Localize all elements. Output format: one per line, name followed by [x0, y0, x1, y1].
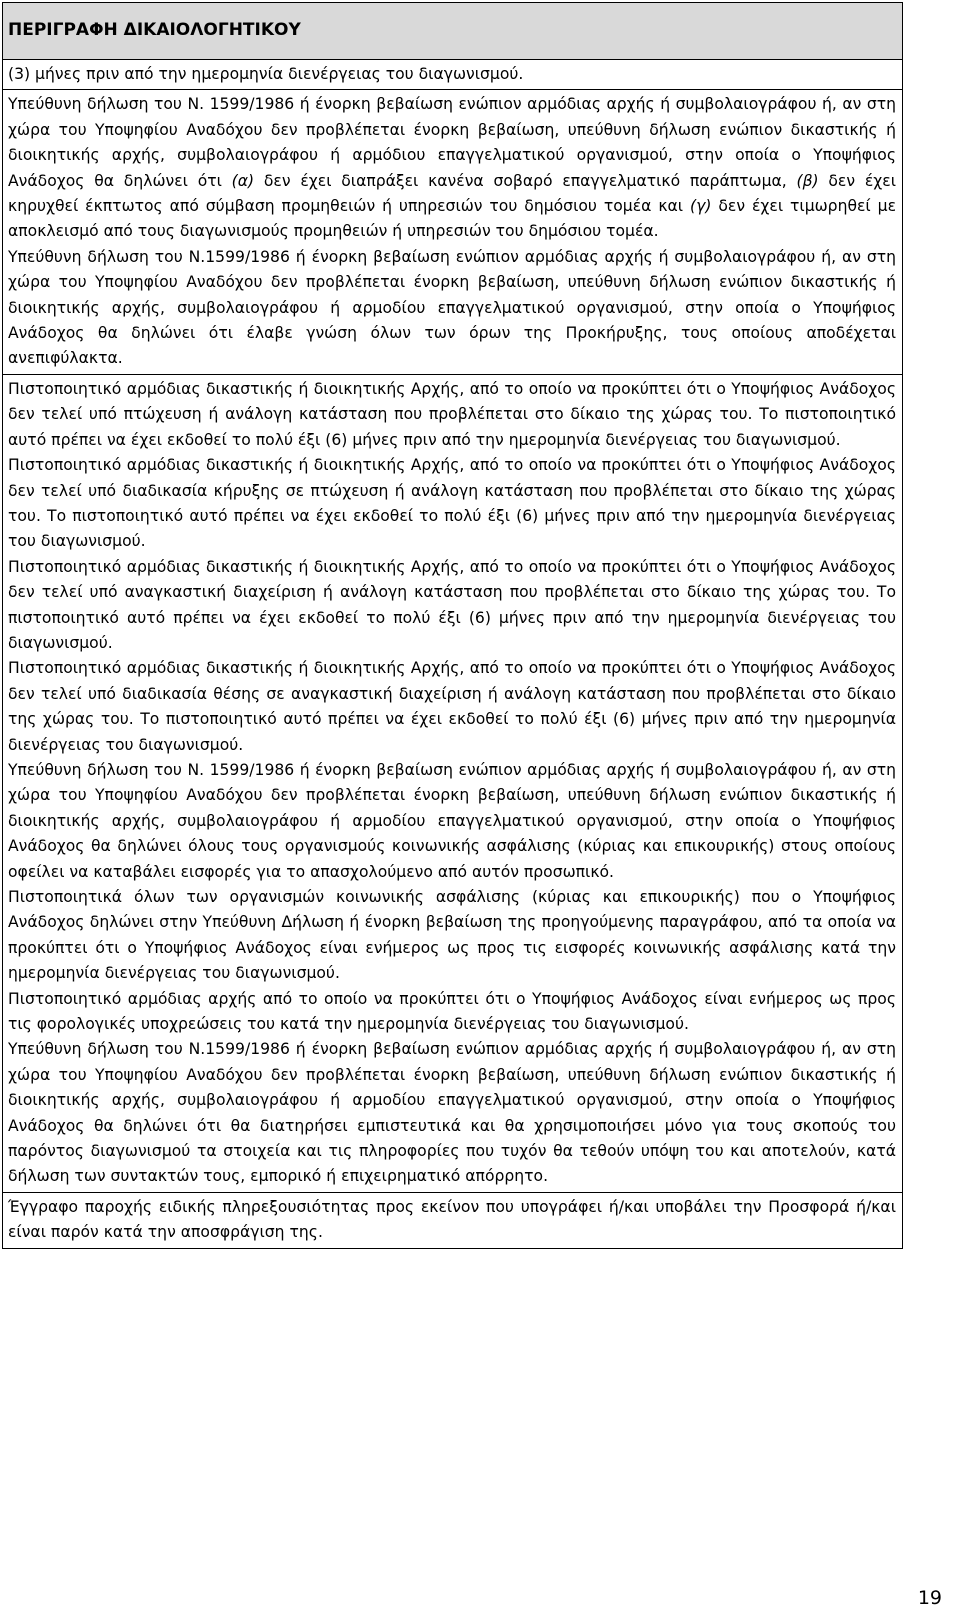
table-row — [3, 90, 903, 374]
item-c-label: (γ) — [690, 197, 712, 216]
table-cell-declarations — [3, 90, 903, 374]
certificate-receivership-proceedings: Πιστοποιητικό αρμόδιας δικαστικής ή διοικητικής Αρχής, από το οποίο να προκύπτει ότι ο Υποψήφιος Ανάδοχος δεν τελεί υπό διαδικασία θέσης σε αναγκαστική διαχείριση ή ανάλογη κατάσταση που προβλέπεται στο δίκαιο της χώρας του. Το πιστοποιητικό αυτό πρέπει να έχει εκδοθεί το πολύ έξι (6) μήνες πριν από την ημερομηνία διενέργειας του διαγωνισμού. — [8, 659, 896, 754]
table-header: ΠΕΡΙΓΡΑΦΗ ΔΙΚΑΙΟΛΟΓΗΤΙΚΟΥ — [3, 3, 903, 60]
table-row — [3, 374, 903, 1192]
certificate-bankruptcy: Πιστοποιητικό αρμόδιας δικαστικής ή διοικητικής Αρχής, από το οποίο να προκύπτει ότι ο Υποψήφιος Ανάδοχος δεν τελεί υπό πτώχευση ή ανάλογη κατάσταση που προβλέπεται στο δίκαιο της χώρας του. Το πιστοποιητικό αυτό πρέπει να έχει εκδοθεί το πολύ έξι (6) μήνες πριν από την ημερομηνία διενέργειας του διαγωνισμού. — [8, 379, 896, 449]
document-table — [2, 2, 903, 1249]
table-header-row — [3, 3, 903, 60]
page-number: 19 — [917, 1587, 942, 1609]
certificate-tax: Πιστοποιητικό αρμόδιας αρχής από το οποίο να προκύπτει ότι ο Υποψήφιος Ανάδοχος είναι ενήμερος ως προς τις φορολογικές υποχρεώσεις του κατά την ημερομηνία διενέργειας του διαγωνισμού. — [8, 989, 896, 1034]
declaration-confidentiality: Υπεύθυνη δήλωση του Ν.1599/1986 ή ένορκη βεβαίωση ενώπιον αρμόδιας αρχής ή συμβολαιογράφου ή, αν στη χώρα του Υποψηφίου Αναδόχου δεν προβλέπεται ένορκη βεβαίωση, υπεύθυνη δήλωση ενώπιον δικαστικής ή διοικητικής αρχής, συμβολαιογράφου ή αρμοδίου επαγγελματικού οργανισμού, στην οποία ο Υποψήφιος Ανάδοχος θα δηλώνει ότι θα διατηρήσει εμπιστευτικά και θα χρησιμοποιήσει μόνο για τους σκοπούς του παρόντος διαγωνισμού τα στοιχεία και τις πληροφορίες που τυχόν θα τεθούν υπόψη του και αποτελούν, κατά δήλωση των συντακτών τους, εμπορικό ή επιχειρηματικό απόρρητο. — [8, 1040, 896, 1186]
declaration-social-security-orgs: Υπεύθυνη δήλωση του Ν. 1599/1986 ή ένορκη βεβαίωση ενώπιον αρμόδιας αρχής ή συμβολαιογράφου ή, αν στη χώρα του Υποψηφίου Αναδόχου δεν προβλέπεται ένορκη βεβαίωση, υπεύθυνη δήλωση ενώπιον δικαστικής ή διοικητικής αρχής, συμβολαιογράφου ή αρμοδίου επαγγελματικού οργανισμού, στην οποία ο Υποψήφιος Ανάδοχος θα δηλώνει όλους τους οργανισμούς κοινωνικής ασφάλισης (κύριας και επικουρικής) στους οποίους οφείλει να καταβάλει εισφορές για το απασχολούμενο από αυτόν προσωπικό. — [8, 760, 896, 881]
declaration-terms-acceptance: Υπεύθυνη δήλωση του Ν.1599/1986 ή ένορκη βεβαίωση ενώπιον αρμόδιας αρχής ή συμβολαιογράφου ή, αν στη χώρα του Υποψηφίου Αναδόχου δεν προβλέπεται ένορκη βεβαίωση, υπεύθυνη δήλωση ενώπιον δικαστικής ή διοικητικής αρχής, συμβολαιογράφου ή αρμοδίου επαγγελματικού οργανισμού, στην οποία ο Υποψήφιος Ανάδοχος θα δηλώνει ότι έλαβε γνώση όλων των όρων της Προκήρυξης, τους οποίους αποδέχεται ανεπιφύλακτα. — [8, 247, 896, 368]
table-cell-power-of-attorney: Έγγραφο παροχής ειδικής πληρεξουσιότητας προς εκείνον που υπογράφει ή/και υποβάλει την Προσφορά ή/και είναι παρόν κατά την αποσφράγιση της. — [3, 1192, 903, 1248]
item-b-label: (β) — [796, 171, 819, 190]
certificate-receivership: Πιστοποιητικό αρμόδιας δικαστικής ή διοικητικής Αρχής, από το οποίο να προκύπτει ότι ο Υποψήφιος Ανάδοχος δεν τελεί υπό αναγκαστική διαχείριση ή ανάλογη κατάσταση που προβλέπεται στο δίκαιο της χώρας του. Το πιστοποιητικό αυτό πρέπει να έχει εκδοθεί το πολύ έξι (6) μήνες πριν από την ημερομηνία διενέργειας του διαγωνισμού. — [8, 557, 896, 652]
table-cell-months-note: (3) μήνες πριν από την ημερομηνία διενέργειας του διαγωνισμού. — [3, 60, 903, 90]
item-a-label: (α) — [231, 171, 255, 190]
table-cell-certificates — [3, 374, 903, 1192]
certificate-social-security: Πιστοποιητικά όλων των οργανισμών κοινωνικής ασφάλισης (κύριας και επικουρικής) που ο Υποψήφιος Ανάδοχος δηλώνει στην Υπεύθυνη Δήλωση ή ένορκη βεβαίωση της προηγούμενης παραγράφου, από τα οποία να προκύπτει ότι ο Υποψήφιος Ανάδοχος είναι ενήμερος ως προς τις εισφορές κοινωνικής ασφάλισης κατά την ημερομηνία διενέργειας του διαγωνισμού. — [8, 888, 896, 983]
declaration-misconduct: Υπεύθυνη δήλωση του Ν. 1599/1986 ή ένορκη βεβαίωση ενώπιον αρμόδιας αρχής ή συμβολαιογράφου ή, αν στη χώρα του Υποψηφίου Αναδόχου δεν προβλέπεται ένορκη βεβαίωση, υπεύθυνη δήλωση ενώπιον δικαστικής ή διοικητικής αρχής, συμβολαιογράφου ή αρμόδιου επαγγελματικού οργανισμού, στην οποία ο Υποψήφιος Ανάδοχος θα δηλώνει ότι (α) δεν έχει διαπράξει κανένα σοβαρό επαγγελματικό παράπτωμα, (β) δεν έχει κηρυχθεί έκπτωτος από σύμβαση προμηθειών ή υπηρεσιών του δημόσιου τομέα και (γ) δεν έχει τιμωρηθεί με αποκλεισμό από τους διαγωνισμούς προμηθειών ή υπηρεσιών του δημόσιου τομέα. — [8, 95, 896, 241]
table-row — [3, 1192, 903, 1248]
certificate-bankruptcy-proceedings: Πιστοποιητικό αρμόδιας δικαστικής ή διοικητικής Αρχής, από το οποίο να προκύπτει ότι ο Υποψήφιος Ανάδοχος δεν τελεί υπό διαδικασία κήρυξης σε πτώχευση ή ανάλογη κατάσταση που προβλέπεται στο δίκαιο της χώρας του. Το πιστοποιητικό αυτό πρέπει να έχει εκδοθεί το πολύ έξι (6) μήνες πριν από την ημερομηνία διενέργειας του διαγωνισμού. — [8, 456, 896, 551]
table-row — [3, 60, 903, 90]
